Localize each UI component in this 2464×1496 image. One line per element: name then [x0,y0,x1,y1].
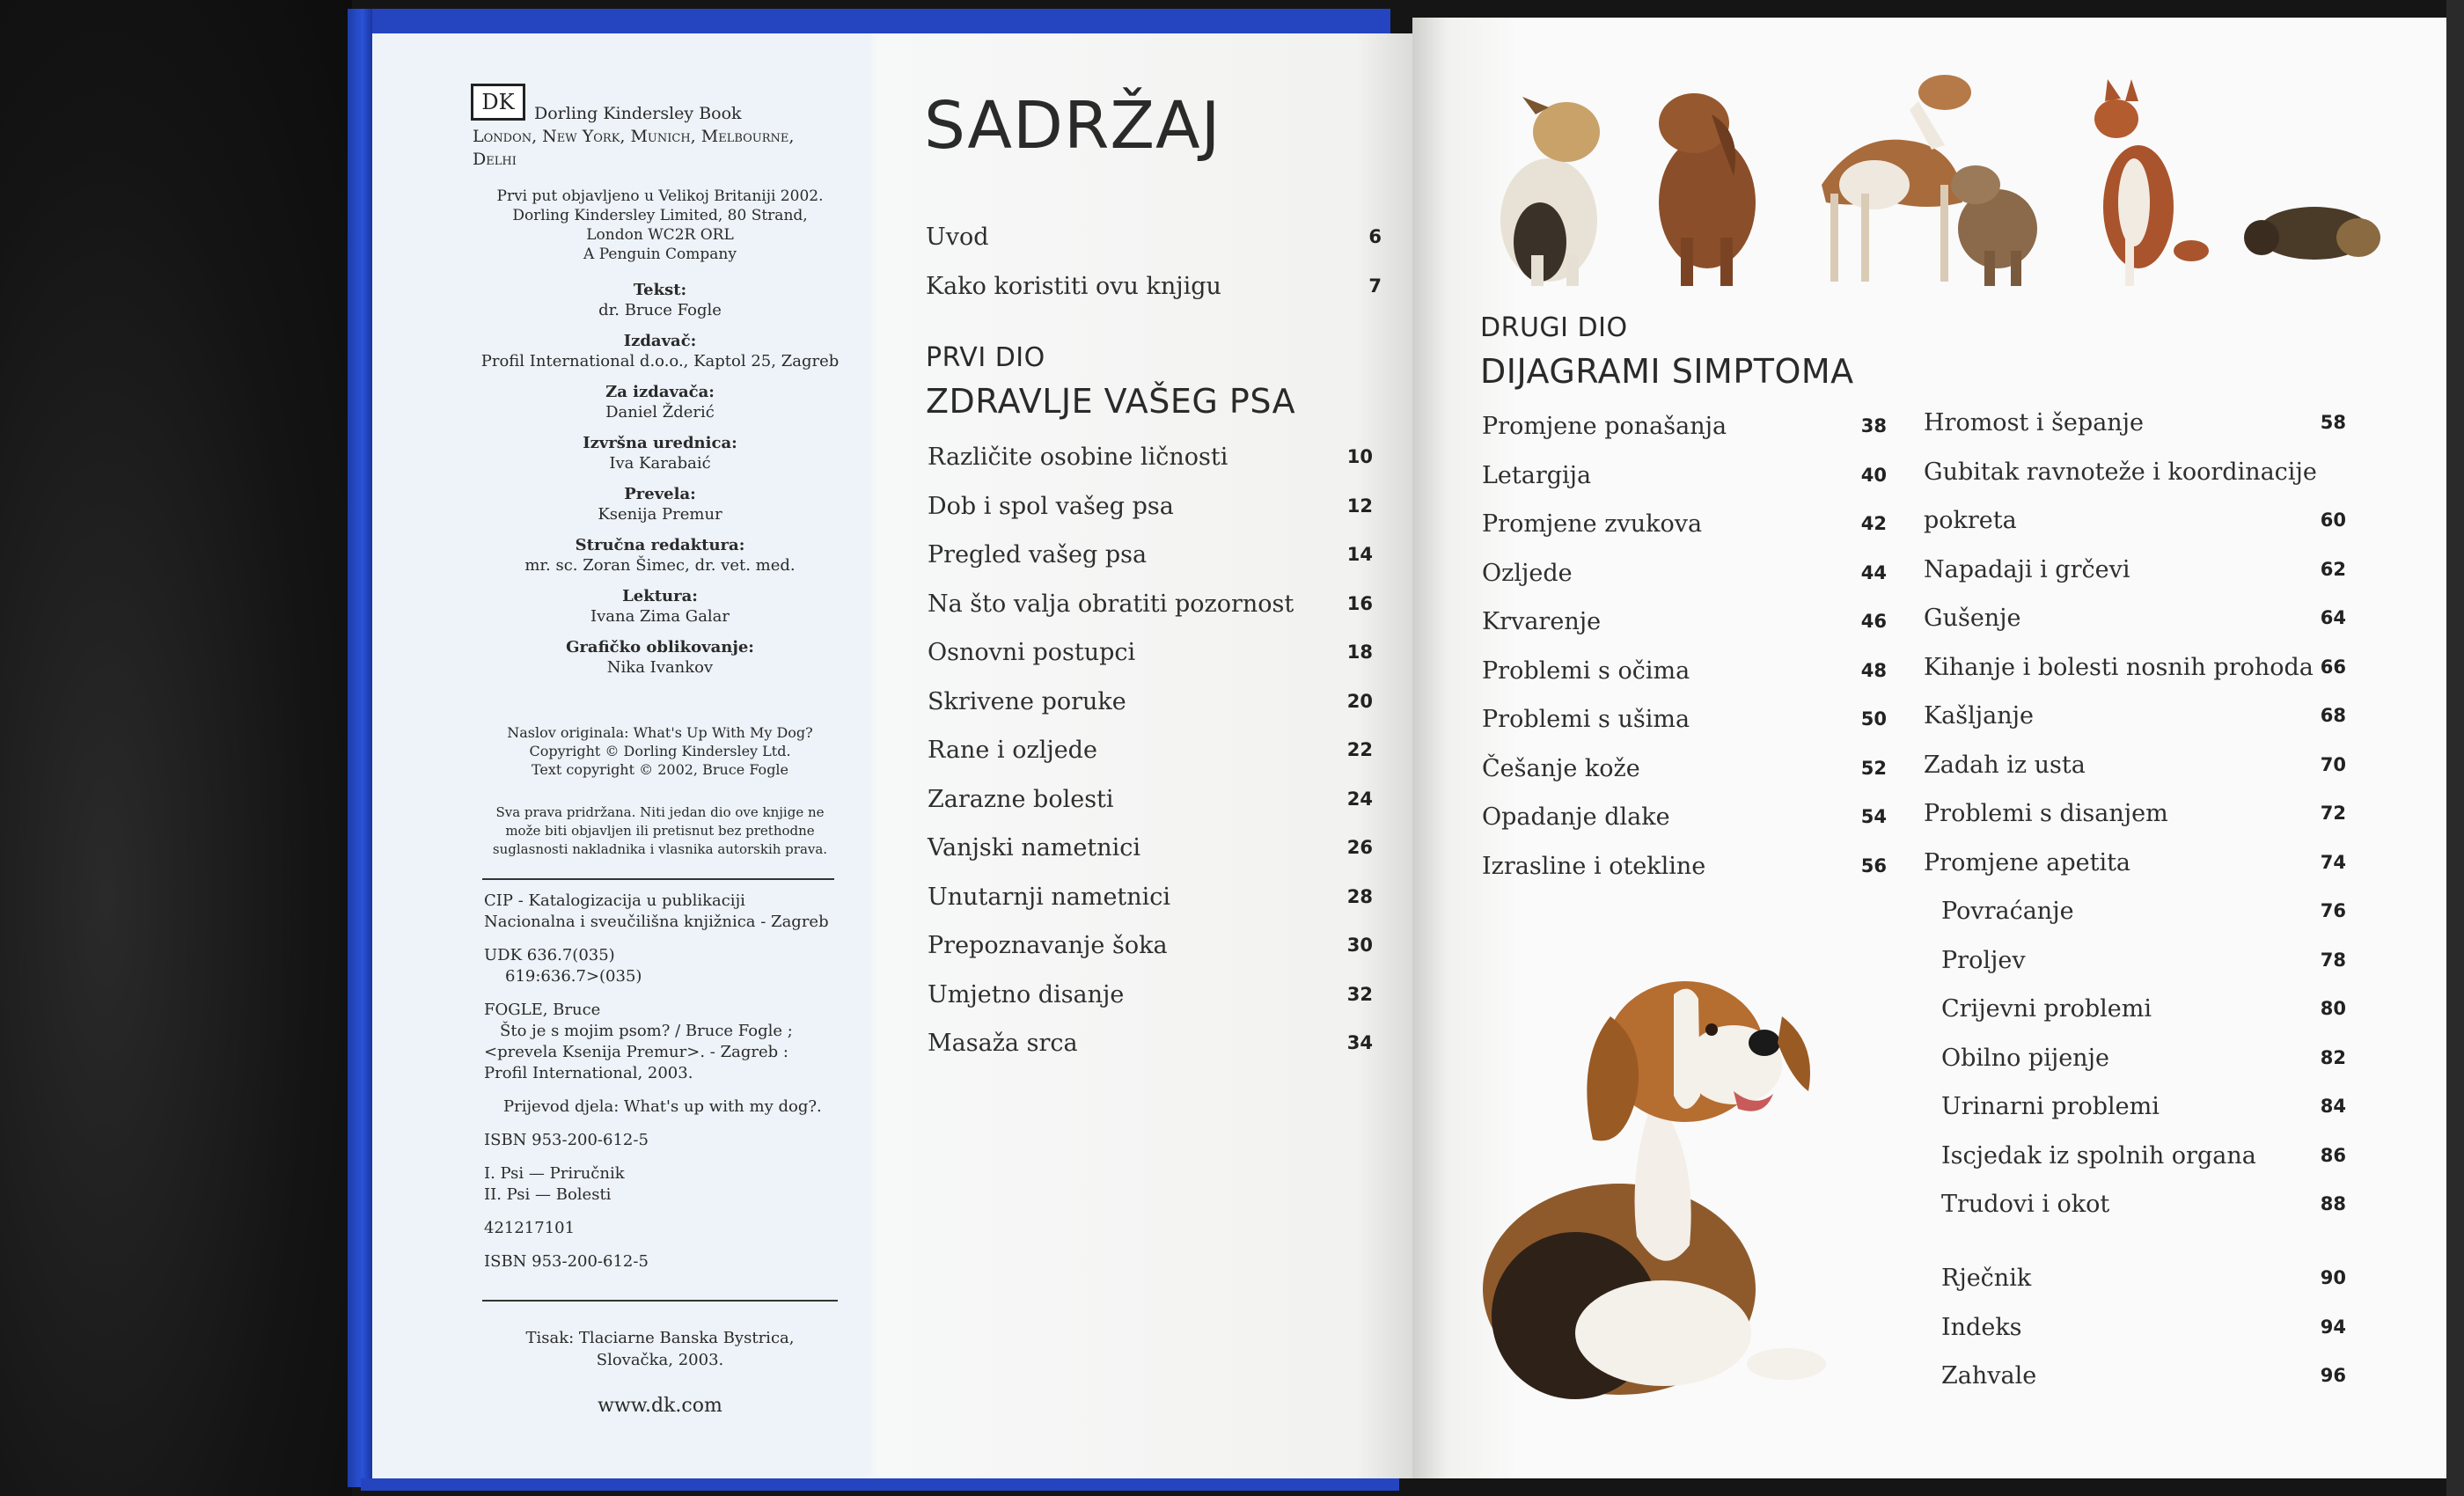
toc-entry [1924,946,2355,995]
toc-entry-page: 30 [1346,935,1373,956]
toc-entry-label: Problemi s ušima [1482,706,1690,733]
toc-entry [1924,506,2355,555]
toc-entry-page: 56 [1860,854,1887,876]
toc-back-matter [1924,1264,2355,1411]
toc-entry-label: Opadanje dlake [1482,803,1670,831]
credit-label: Grafičko oblikovanje: [566,638,754,656]
cip-line: CIP - Katalogizacija u publikaciji [484,891,745,910]
toc-entry-label: Zahvale [1941,1362,2037,1390]
credit-value: Iva Karabaić [609,454,711,473]
toc-entry-label: Urinarni problemi [1941,1093,2160,1120]
credit-label: Lektura: [622,587,698,605]
toc-entry-label: Kašljanje [1924,702,2034,730]
toc-entry-page: 44 [1860,561,1887,583]
original-title-line: Naslov originala: What's Up With My Dog? [507,724,813,741]
publisher-cities: London, New York, Munich, Melbourne, [473,127,795,146]
toc-entry [928,785,1373,834]
credit-label: Za izdavača: [605,383,715,401]
credit-label: Stručna redaktura: [575,536,745,554]
credit-value: Profil International d.o.o., Kaptol 25, Zagreb [480,352,840,370]
cip-author: FOGLE, Bruce [484,1001,601,1019]
rights-line: može biti objavljen ili pretisnut bez prethodne [505,823,815,839]
toc-entry-page: 22 [1346,739,1373,760]
toc-entry [1482,852,1904,901]
toc-entry-page: 7 [1368,275,1382,297]
toc-entry [1924,751,2355,800]
original-title-line: Text copyright © 2002, Bruce Fogle [531,761,789,778]
credit-value: Nika Ivankov [606,658,714,677]
toc-entry-page: 18 [1346,642,1373,663]
border-terrier-icon [1951,165,2037,286]
credit-value: Ksenija Premur [598,505,722,524]
toc-entry-page: 46 [1860,611,1887,632]
toc-entry-page: 88 [2320,1193,2346,1214]
toc-entry-page: 16 [1346,592,1373,614]
toc-entry [928,980,1373,1030]
toc-entry-page: 48 [1860,659,1887,681]
toc-entry [928,1029,1373,1078]
beagle-icon [1483,981,1826,1399]
toc-entry-page: 42 [1860,513,1887,534]
toc-entry-label: Masaža srca [928,1030,1078,1057]
toc-entry-page: 82 [2320,1046,2346,1068]
toc-entry-label: Crijevni problemi [1941,995,2152,1023]
cip-line: Nacionalna i sveučilišna knjižnica - Zagreb [484,913,829,931]
toc-entry-page: 6 [1368,226,1382,247]
credit-value: Daniel Žderić [605,403,715,422]
first-published-line: Dorling Kindersley Limited, 80 Strand, [512,207,808,224]
basenji-icon [2094,79,2209,286]
toc-entry [1924,799,2355,848]
dog-breeds-illustration [1470,53,2402,290]
toc-entry [1924,848,2355,898]
toc-entry-label: Pregled vašeg psa [928,541,1148,568]
toc-entry [1924,458,2355,507]
toc-entry [1924,653,2355,702]
toc-entry-page: 64 [2320,607,2346,628]
cip-title: Što je s mojim psom? / Bruce Fogle ; [500,1022,793,1040]
website-url: www.dk.com [598,1395,722,1417]
toc-entry [928,492,1373,541]
toc-entry-page: 74 [2320,851,2346,873]
toc-entry-page: 90 [2320,1267,2346,1288]
toc-entry [1924,604,2355,653]
toc-entry-label: Problemi s očima [1482,656,1690,685]
toc-part2-col2 [1924,408,2355,897]
toc-entry-label: Povraćanje [1941,898,2074,925]
toc-entry-label: Uvod [926,224,989,251]
credit-label: Izdavač: [623,332,697,350]
toc-entry [1924,1313,2355,1362]
credit-value: Ivana Zima Galar [590,607,730,626]
toc-entry [928,687,1373,737]
credit-value: mr. sc. Zoran Šimec, dr. vet. med. [524,556,796,575]
print-block [475,1327,845,1371]
toc-entry-page: 34 [1346,1032,1373,1053]
cip-isbn: ISBN 953-200-612-5 [484,1131,649,1149]
dk-logo: DK [471,84,525,121]
toc-entry-page: 32 [1346,983,1373,1005]
toc-entry-label: Proljev [1941,946,2026,974]
toc-entry [1924,701,2355,751]
toc-part2-col2-sub [1924,897,2355,1239]
credit-value: dr. Bruce Fogle [598,301,722,319]
toc-entry [928,590,1373,639]
toc-entry-label: Različite osobine ličnosti [928,444,1228,471]
toc-entry [1482,705,1904,754]
toc-entry-label: Indeks [1941,1313,2022,1341]
cover-edge-right [2446,0,2464,1496]
toc-entry-page: 60 [2320,510,2346,531]
toc-entry-label: Unutarnji nametnici [928,883,1171,911]
toc-entry-label: Skrivene poruke [928,687,1126,715]
toc-entry-page: 86 [2320,1144,2346,1166]
publisher-block [473,102,842,171]
cip-divider-top [482,878,834,880]
toc-entry [928,931,1373,980]
toc-entry-label: Dob i spol vašeg psa [928,492,1174,520]
toc-entry [1924,555,2355,605]
toc-entry-page: 80 [2320,998,2346,1019]
original-title-line: Copyright © Dorling Kindersley Ltd. [529,743,791,759]
toc-entry [928,833,1373,883]
toc-entry-page: 70 [2320,753,2346,775]
toc-entry-label: Promjene ponašanja [1482,413,1727,440]
cip-number: 421217101 [484,1219,576,1237]
toc-entry-label: Vanjski nametnici [928,834,1141,862]
toc-entry-label: Promjene zvukova [1482,510,1703,538]
toc-entry-page: 54 [1860,806,1887,827]
cip-subject: I. Psi — Priručnik [484,1164,625,1183]
vizsla-icon [1659,93,1756,286]
toc-entry-label: Problemi s disanjem [1924,800,2168,827]
toc-entry-page: 58 [2320,412,2346,433]
toc-entry-label: Prepoznavanje šoka [928,932,1168,959]
cip-udk: 619:636.7>(035) [505,967,642,986]
toc-part1-list [928,443,1373,1078]
toc-entry-label: Na što valja obratiti pozornost [928,590,1294,618]
cover-blue-edge-top [352,9,1390,35]
toc-entry-label: Zarazne bolesti [928,785,1114,813]
toc-entry-page: 94 [2320,1316,2346,1338]
whippet-icon [1822,75,1971,282]
toc-entry [1482,607,1904,656]
first-published-block [475,187,845,264]
toc-entry-page: 40 [1860,464,1887,486]
toc-entry-page: 38 [1860,415,1887,436]
toc-entry [1924,1092,2355,1141]
toc-entry-label: Rane i ozljede [928,737,1097,764]
first-published-line: London WC2R ORL [586,226,734,244]
toc-entry-page: 52 [1860,757,1887,779]
cip-divider-bottom [482,1300,838,1302]
cip-subject: II. Psi — Bolesti [484,1185,612,1204]
first-published-line: A Penguin Company [583,246,737,263]
toc-entry-label: Gubitak ravnoteže i koordinacije [1924,458,2317,486]
toc-entry [1924,1141,2355,1191]
toc-entry-label: Gušenje [1924,605,2021,632]
rights-line: Sva prava pridržana. Niti jedan dio ove knjige ne [495,804,825,820]
toc-entry-label: Promjene apetita [1924,848,2131,876]
toc-entry-label: Izrasline i otekline [1482,852,1706,880]
credits-block [475,280,845,688]
toc-entry-label: Kako koristiti ovu knjigu [926,272,1221,300]
toc-entry-label: Krvarenje [1482,608,1602,635]
part1-kicker: PRVI DIO [926,342,1045,373]
toc-entry-label: Iscjedak iz spolnih organa [1941,1141,2256,1170]
toc-entry [1482,559,1904,608]
toc-entry [1924,1361,2355,1411]
toc-entry-page: 62 [2320,558,2346,580]
toc-entry-label: Trudovi i okot [1941,1191,2110,1218]
part2-kicker: DRUGI DIO [1480,312,1628,343]
toc-entry-label: Rječnik [1941,1265,2032,1292]
toc-entry [1482,412,1904,461]
toc-entry-page: 68 [2320,705,2346,726]
toc-entry [1482,461,1904,510]
toc-entry-page: 72 [2320,803,2346,824]
toc-entry [1482,510,1904,559]
print-line: Slovačka, 2003. [596,1351,724,1369]
toc-entry-label: Češanje kože [1482,754,1640,782]
cip-title: Profil International, 2003. [484,1064,693,1082]
publisher-cities-2: Delhi [473,150,517,169]
cip-isbn: ISBN 953-200-612-5 [484,1252,649,1271]
toc-entry [1924,1044,2355,1093]
toc-entry [928,638,1373,687]
toc-entry-page: 78 [2320,949,2346,971]
wire-fox-terrier-icon [1500,97,1600,286]
toc-entry [1924,897,2355,946]
toc-entry-label: Letargija [1482,461,1592,489]
page-title: SADRŽAJ [924,88,1221,164]
toc-entry [1482,803,1904,852]
toc-entry [1924,1190,2355,1239]
cover-blue-edge-bottom [361,1478,1399,1491]
toc-entry [1924,1264,2355,1313]
toc-part2-col1 [1482,412,1904,900]
toc-entry [1482,656,1904,706]
toc-entry-page: 24 [1346,788,1373,810]
toc-entry-page: 76 [2320,900,2346,921]
toc-entry-label: Obilno pijenje [1941,1044,2109,1072]
part2-title: DIJAGRAMI SIMPTOMA [1480,352,1854,391]
toc-entry-label: Napadaji i grčevi [1924,555,2130,583]
toc-entry-label: Umjetno disanje [928,980,1125,1008]
toc-entry [928,540,1373,590]
cip-block [484,891,854,1272]
toc-entry [926,223,1382,272]
toc-entry-label: Osnovni postupci [928,639,1136,666]
toc-entry-page: 50 [1860,708,1887,730]
toc-entry-page: 84 [2320,1096,2346,1117]
toc-entry [1924,408,2355,458]
toc-entry-label: Zadah iz usta [1924,751,2086,779]
toc-entry [928,883,1373,932]
cover-blue-edge-left [348,9,372,1487]
beagle-illustration [1470,946,1839,1404]
toc-entry-page: 96 [2320,1365,2346,1386]
toc-entry-page: 66 [2320,656,2346,678]
print-line: Tisak: Tlaciarne Banska Bystrica, [525,1329,795,1347]
toc-entry [928,443,1373,492]
original-title-block [475,723,845,779]
cip-title: <prevela Ksenija Premur>. - Zagreb : [484,1043,788,1061]
toc-entry [1482,754,1904,803]
publisher-name: Dorling Kindersley Book [534,104,742,123]
toc-entry-page: 20 [1346,690,1373,712]
part1-title: ZDRAVLJE VAŠEG PSA [926,382,1296,421]
credit-label: Prevela: [624,485,696,503]
rights-block [475,803,845,859]
cip-translation: Prijevod djela: What's up with my dog?. [503,1097,822,1116]
toc-entry [928,736,1373,785]
rights-line: suglasnosti nakladnika i vlasnika autorskih prava. [492,841,828,857]
first-published-line: Prvi put objavljeno u Velikoj Britaniji 2002. [496,187,824,205]
toc-entry-label: Hromost i šepanje [1924,409,2145,436]
toc-entry [926,272,1382,321]
toc-entry-label: Kihanje i bolesti nosnih prohoda [1924,653,2314,681]
credit-label: Izvršna urednica: [583,434,737,452]
book-cover-background [0,0,352,1496]
toc-entry-page: 26 [1346,837,1373,858]
toc-entry-label: pokreta [1924,507,2017,534]
toc-entry-label: Ozljede [1482,559,1573,587]
credit-label: Tekst: [633,281,687,299]
toc-entry-page: 14 [1346,544,1373,565]
toc-entry-page: 10 [1346,446,1373,467]
yorkshire-terrier-icon [2244,207,2380,260]
cip-udk: UDK 636.7(035) [484,946,615,964]
toc-entry-page: 28 [1346,885,1373,907]
toc-entry-page: 12 [1346,495,1373,517]
toc-entry [1924,994,2355,1044]
toc-intro-list [926,223,1382,320]
